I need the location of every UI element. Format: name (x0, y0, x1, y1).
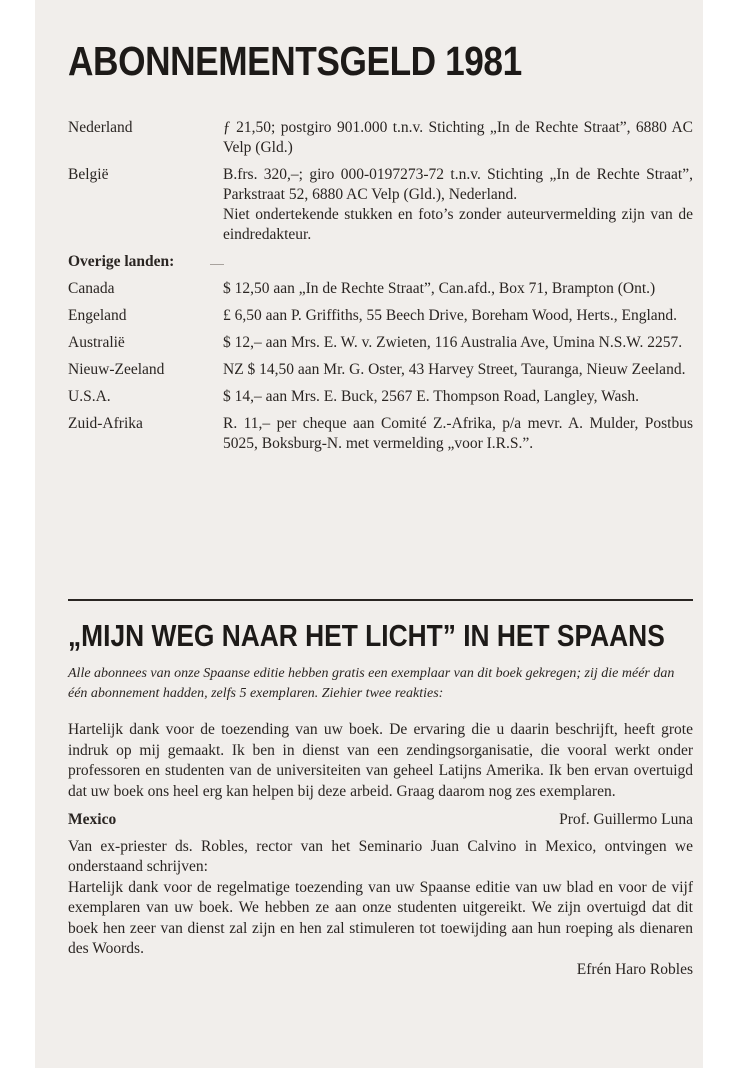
letter-intro: Van ex-priester ds. Robles, rector van het Seminario Juan Calvino in Mexico, ontvingen we onderstaand schrijven: (68, 837, 693, 875)
letter-place: Mexico (68, 811, 117, 828)
rate-detail: $ 12,– aan Mrs. E. W. v. Zwieten, 116 Australia Ave, Umina N.S.W. 2257. (223, 334, 683, 351)
section-divider (68, 599, 693, 601)
rate-text: ƒ 21,50; postgiro 901.000 t.n.v. Stichting „In de Rechte Straat”, 6880 AC Velp (Gld.) (223, 119, 693, 156)
country-label: Nieuw-Zeeland (68, 361, 165, 378)
rate-row (68, 165, 693, 245)
rate-row (68, 306, 693, 326)
rate-row (68, 333, 693, 353)
country-label: Zuid-Afrika (68, 415, 143, 432)
rate-detail: $ 12,50 aan „In de Rechte Straat”, Can.afd., Box 71, Brampton (Ont.) (223, 280, 656, 297)
rate-row (68, 387, 693, 407)
rate-row (68, 360, 693, 380)
magazine-page (35, 0, 703, 1068)
letter-signature: Prof. Guillermo Luna (559, 811, 693, 828)
editor-note: Niet ondertekende stukken en foto’s zonder auteurvermelding zijn van de eindredakteur. (223, 206, 693, 243)
letter-text: Hartelijk dank voor de toezending van uw boek. De ervaring die u daarin beschrijft, heeft grote indruk op mij gemaakt. Ik ben in dienst van een zendingsorganisatie, die vooral werkt onder professoren en studenten van de universiteiten van geheel Latijns Amerika. Ik ben ervan overtuigd dat uw boek ons heel erg kan helpen bij deze arbeid. Graag daarom nog zes exemplaren. (68, 721, 693, 800)
rate-detail: R. 11,– per cheque aan Comité Z.-Afrika, p/a mevr. A. Mulder, Postbus 5025, Boksburg-N. met vermelding „voor I.R.S.”. (223, 415, 693, 452)
rate-row (68, 414, 693, 454)
letter-signature-row (68, 810, 693, 831)
country-label: Nederland (68, 119, 133, 136)
rate-detail (223, 118, 693, 158)
rate-detail (223, 165, 693, 245)
article-title: „MIJN WEG NAAR HET LICHT” IN HET SPAANS (68, 618, 665, 653)
letter-text: Hartelijk dank voor de regelmatige toezending van uw Spaanse editie van uw blad en voor de vijf exemplaren van uw boek. We hebben ze aan onze studenten uitgereikt. We zijn overtuigd dat dit boek hen zeer van dienst zal zijn en hen zal stimuleren tot toewijding aan hun roeping als dienaren des Woords. (68, 878, 693, 957)
page-title: ABONNEMENTSGELD 1981 (68, 38, 522, 84)
rate-row (68, 279, 693, 299)
country-label: Canada (68, 280, 115, 297)
rate-detail: $ 14,– aan Mrs. E. Buck, 2567 E. Thompson Road, Langley, Wash. (223, 388, 640, 405)
country-label: Engeland (68, 307, 127, 324)
other-countries-text: Overige landen: (68, 253, 175, 270)
divider (210, 264, 224, 265)
country-label: België (68, 166, 109, 183)
rate-text: B.frs. 320,–; giro 000-0197273-72 t.n.v. Stichting „In de Rechte Straat”, Parkstraat 52, 6880 AC Velp (Gld.), Nederland. (223, 166, 693, 203)
rate-detail: NZ $ 14,50 aan Mr. G. Oster, 43 Harvey Street, Tauranga, Nieuw Zeeland. (223, 361, 686, 378)
rate-detail: £ 6,50 aan P. Griffiths, 55 Beech Drive, Boreham Wood, Herts., England. (223, 307, 678, 324)
country-label: Australië (68, 334, 125, 351)
other-countries-label (68, 252, 693, 272)
letter-signature: Efrén Haro Robles (576, 960, 693, 978)
subscription-rates (68, 118, 693, 461)
article-intro: Alle abonnees van onze Spaanse editie hebben gratis een exemplaar van dit boek gekregen; zij die méér dan één abonnement hadden, zelfs 5 exemplaren. Ziehier twee reakties: (68, 666, 675, 701)
country-label: U.S.A. (68, 388, 111, 405)
article-body (68, 720, 693, 980)
rate-row (68, 118, 693, 158)
